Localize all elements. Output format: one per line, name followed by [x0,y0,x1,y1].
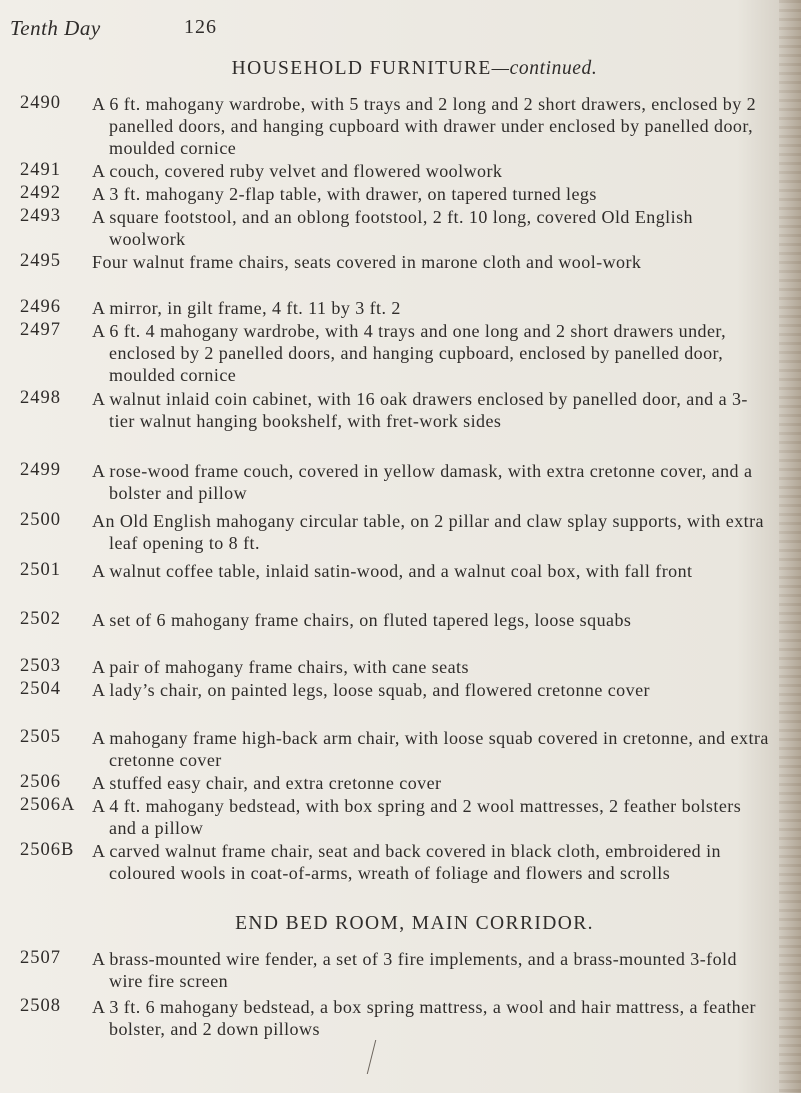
lot-number: 2495 [20,251,61,271]
lot-number: 2499 [20,460,61,480]
section-title: HOUSEHOLD FURNITURE [231,58,492,79]
lot-number: 2497 [20,320,61,340]
lot-description: An Old English mahogany circular table, on 2 pillar and claw splay supports, with extra leaf opening to 8 ft. [92,511,764,554]
lot-description: A rose-wood frame couch, covered in yellow damask, with extra cretonne cover, and a bolster and pillow [92,461,753,504]
lot-number: 2500 [20,510,61,530]
lot-number: 2506 [20,772,61,792]
lot-description: A 4 ft. mahogany bedstead, with box spring and 2 wool mattresses, 2 feather bolsters and a pillow [92,796,742,839]
lot-number: 2498 [20,388,61,408]
lot-description: A set of 6 mahogany frame chairs, on fluted tapered legs, loose squabs [92,610,632,630]
lot-number: 2502 [20,609,61,629]
lot-number: 2506B [20,840,75,860]
pencil-mark [367,1040,384,1074]
lot-description: A square footstool, and an oblong footstool, 2 ft. 10 long, covered Old English woolwork [92,207,693,250]
lot-description: A brass-mounted wire fender, a set of 3 fire implements, and a brass-mounted 3-fold wire fire screen [92,949,737,992]
lot-description: A mahogany frame high-back arm chair, with loose squab covered in cretonne, and extra cretonne cover [92,728,769,771]
lot-number: 2507 [20,948,61,968]
lot-description: A 6 ft. 4 mahogany wardrobe, with 4 trays and one long and 2 short drawers under, enclosed by 2 panelled doors, and hanging cupboard, enclosed by panelled door, moulded cornice [92,321,727,386]
lot-number: 2504 [20,679,61,699]
lot-number: 2508 [20,996,61,1016]
running-head [10,16,310,40]
section-title-continued: —continued. [491,58,598,79]
lot-description: A 6 ft. mahogany wardrobe, with 5 trays and 2 long and 2 short drawers, enclosed by 2 panelled doors, and hanging cupboard with drawer under enclosed by panelled door, moulded cornice [92,94,757,159]
section-heading-end-bed-room: END BED ROOM, MAIN CORRIDOR. [235,913,594,934]
lot-description: A carved walnut frame chair, seat and back covered in black cloth, embroidered in coloured wools in coat-of-arms, wreath of foliage and flowers and scrolls [92,841,721,884]
lot-number: 2505 [20,727,61,747]
lot-number: 2503 [20,656,61,676]
lot-number: 2490 [20,93,61,113]
lot-description: A lady’s chair, on painted legs, loose squab, and flowered cretonne cover [92,680,650,700]
lot-description: A stuffed easy chair, and extra cretonne cover [92,773,442,793]
lot-number: 2506A [20,795,76,815]
lot-description: A 3 ft. 6 mahogany bedstead, a box spring mattress, a wool and hair mattress, a feather bolster, and 2 down pillows [92,997,756,1040]
lot-description: A 3 ft. mahogany 2-flap table, with drawer, on tapered turned legs [92,184,597,204]
lot-description: A pair of mahogany frame chairs, with cane seats [92,657,469,677]
day-label: Tenth Day [10,16,101,40]
lot-number: 2501 [20,560,61,580]
lot-description: A walnut coffee table, inlaid satin-wood, and a walnut coal box, with fall front [92,561,693,581]
lot-number: 2492 [20,183,61,203]
lot-description: A walnut inlaid coin cabinet, with 16 oak drawers enclosed by panelled door, and a 3-tier walnut hanging bookshelf, with fret-work sides [92,389,748,432]
section-heading-household-furniture [14,58,801,80]
lot-number: 2491 [20,160,61,180]
lot-description: A couch, covered ruby velvet and flowered woolwork [92,161,503,181]
lot-number: 2496 [20,297,61,317]
lot-description: A mirror, in gilt frame, 4 ft. 11 by 3 ft. 2 [92,298,401,318]
page-number: 126 [184,16,217,38]
lot-number: 2493 [20,206,61,226]
lot-description: Four walnut frame chairs, seats covered in marone cloth and wool-work [92,252,642,272]
